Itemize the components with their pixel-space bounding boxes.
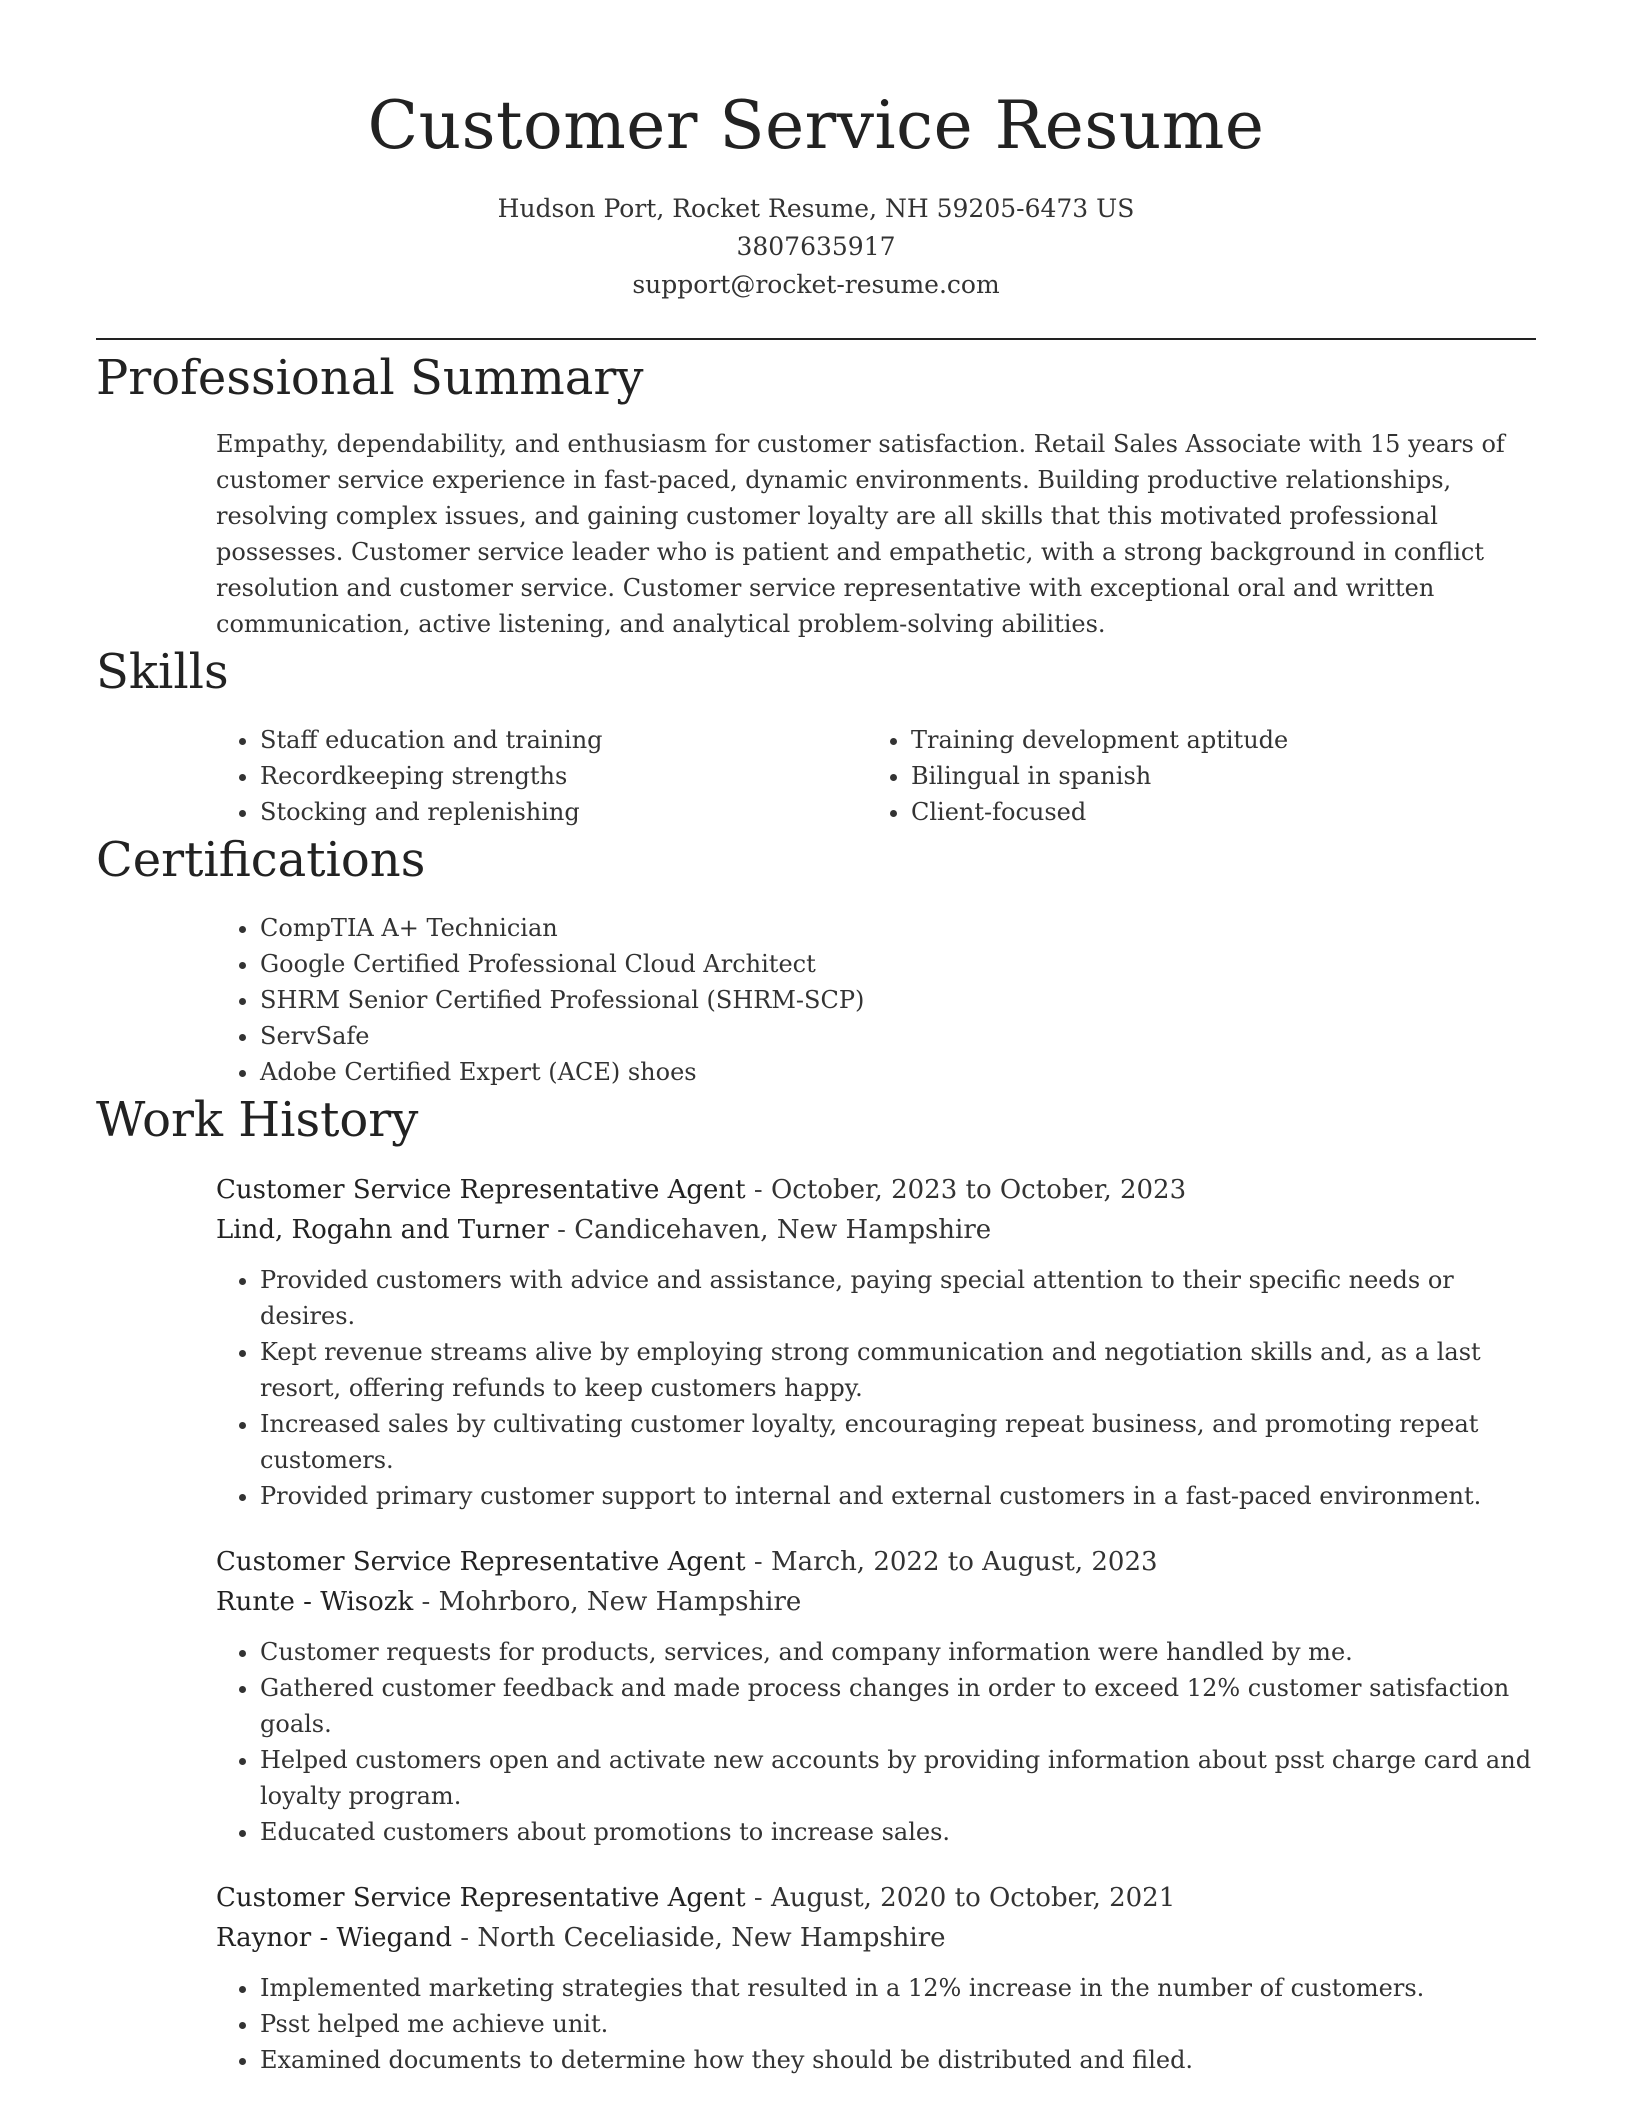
work-history-section	[96, 1090, 1536, 2078]
job-company-line	[216, 1918, 1536, 1958]
job-bullet: • Psst helped me achieve unit.	[260, 2006, 1536, 2042]
certification-item: • CompTIA A+ Technician	[260, 910, 1536, 946]
work-history-heading: Work History	[96, 1092, 419, 1148]
certifications-section	[96, 830, 1536, 1090]
skill-item: • Training development aptitude	[911, 722, 1518, 758]
separator: -	[753, 1883, 763, 1913]
skills-heading: Skills	[96, 644, 229, 700]
separator: -	[421, 1587, 431, 1617]
certifications-list	[216, 910, 1536, 1090]
contact-block	[96, 190, 1536, 304]
job-bullet: • Provided customers with advice and assistance, paying special attention to their specific needs or desires.	[260, 1262, 1536, 1334]
job-location: Mohrboro, New Hampshire	[438, 1587, 802, 1617]
job-title-line	[216, 1170, 1536, 1210]
job-entry	[216, 1878, 1536, 2078]
certifications-block	[216, 910, 1536, 1090]
job-location: North Ceceliaside, New Hampshire	[477, 1923, 946, 1953]
skills-left-list	[216, 722, 867, 830]
summary-heading: Professional Summary	[96, 350, 644, 406]
job-bullet-list	[216, 1262, 1536, 1514]
skills-right-list	[867, 722, 1518, 830]
job-dates: October, 2023 to October, 2023	[770, 1175, 1187, 1205]
job-company: Lind, Rogahn and Turner	[216, 1215, 549, 1245]
job-bullet-list	[216, 1970, 1536, 2078]
skills-section	[96, 642, 1536, 830]
separator: -	[753, 1547, 763, 1577]
skill-item: • Stocking and replenishing	[260, 794, 867, 830]
certification-item: • Google Certified Professional Cloud Architect	[260, 946, 1536, 982]
job-bullet: • Increased sales by cultivating customer loyalty, encouraging repeat business, and promoting repeat customers.	[260, 1406, 1536, 1478]
certification-item: • SHRM Senior Certified Professional (SHRM-SCP)	[260, 982, 1536, 1018]
job-bullet-list	[216, 1634, 1536, 1850]
job-entry	[216, 1542, 1536, 1850]
job-company-line	[216, 1582, 1536, 1622]
job-bullet: • Helped customers open and activate new accounts by providing information about psst charge card and loyalty program.	[260, 1742, 1536, 1814]
header-divider	[96, 338, 1536, 340]
job-company: Raynor - Wiegand	[216, 1923, 453, 1953]
summary-section	[96, 348, 1536, 642]
skill-item: • Recordkeeping strengths	[260, 758, 867, 794]
job-role: Customer Service Representative Agent	[216, 1175, 746, 1205]
job-role: Customer Service Representative Agent	[216, 1547, 746, 1577]
job-bullet: • Examined documents to determine how they should be distributed and filed.	[260, 2042, 1536, 2078]
job-company-line	[216, 1210, 1536, 1250]
job-bullet: • Implemented marketing strategies that resulted in a 12% increase in the number of customers.	[260, 1970, 1536, 2006]
certifications-heading: Certifications	[96, 832, 426, 888]
separator: -	[557, 1215, 566, 1245]
skills-columns	[216, 722, 1536, 830]
resume-header	[96, 0, 1536, 304]
skill-item: • Client-focused	[911, 794, 1518, 830]
contact-address: Hudson Port, Rocket Resume, NH 59205-6473 US	[497, 194, 1135, 223]
summary-text: Empathy, dependability, and enthusiasm for customer satisfaction. Retail Sales Associate with 15 years of customer service experience in fast-paced, dynamic environments. Building productive relationships, resolving complex issues, and gaining customer loyalty are all skills that this motivated professional possesses. Customer service leader who is patient and empathetic, with a strong background in conflict resolution and customer service. Customer service representative with exceptional oral and written communication, active listening, and analytical problem-solving abilities.	[216, 430, 1505, 638]
skill-item: • Staff education and training	[260, 722, 867, 758]
job-title-line	[216, 1878, 1536, 1918]
job-location: Candicehaven, New Hampshire	[574, 1215, 992, 1245]
skill-item: • Bilingual in spanish	[911, 758, 1518, 794]
job-bullet: • Customer requests for products, services, and company information were handled by me.	[260, 1634, 1536, 1670]
job-role: Customer Service Representative Agent	[216, 1883, 746, 1913]
job-title-line	[216, 1542, 1536, 1582]
contact-phone: 3807635917	[736, 232, 896, 261]
job-bullet: • Educated customers about promotions to increase sales.	[260, 1814, 1536, 1850]
separator: -	[460, 1923, 470, 1953]
separator: -	[753, 1175, 763, 1205]
job-bullet: • Kept revenue streams alive by employing strong communication and negotiation skills and, as a last resort, offering refunds to keep customers happy.	[260, 1334, 1536, 1406]
job-company: Runte - Wisozk	[216, 1587, 414, 1617]
job-entry	[216, 1170, 1536, 1514]
job-bullet: • Gathered customer feedback and made process changes in order to exceed 12% customer satisfaction goals.	[260, 1670, 1536, 1742]
contact-email: support@rocket-resume.com	[632, 270, 1000, 299]
job-dates: August, 2020 to October, 2021	[770, 1883, 1176, 1913]
certification-item: • ServSafe	[260, 1018, 1536, 1054]
resume-title: Customer Service Resume	[367, 87, 1265, 164]
job-bullet: • Provided primary customer support to internal and external customers in a fast-paced environment.	[260, 1478, 1536, 1514]
job-dates: March, 2022 to August, 2023	[770, 1547, 1158, 1577]
certification-item: • Adobe Certified Expert (ACE) shoes	[260, 1054, 1536, 1090]
